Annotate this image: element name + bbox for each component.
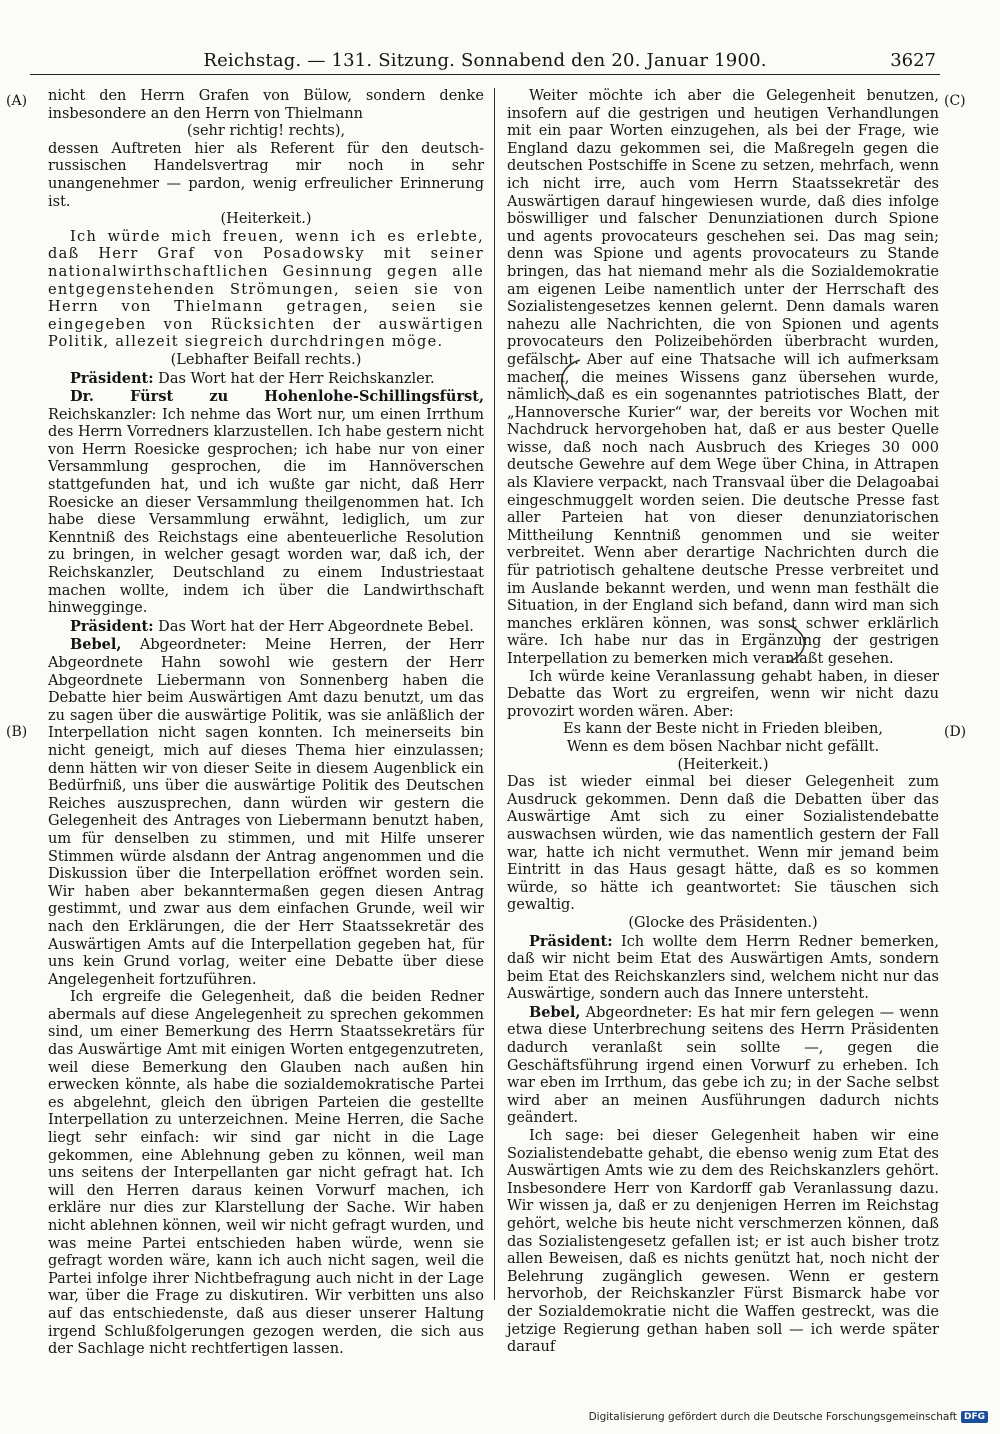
left-paragraph: [48, 229, 484, 352]
right-paragraph: [507, 88, 939, 669]
paragraph-text: (Glocke des Präsidenten.): [628, 914, 818, 931]
speaker-label: Präsident:: [70, 617, 154, 635]
paragraph-text: (sehr richtig! rechts),: [186, 123, 346, 140]
left-paragraph: [48, 370, 484, 389]
page-title: Reichstag. — 131. Sitzung. Sonnabend den 20. Januar 1900.: [203, 50, 767, 71]
left-paragraph: [48, 989, 484, 1358]
right-paragraph: [507, 739, 939, 757]
left-paragraph: [48, 388, 484, 618]
right-paragraph: [507, 774, 939, 915]
left-paragraph: [48, 211, 484, 229]
right-paragraph: [507, 1128, 939, 1357]
speaker-label: Dr. Fürst zu Hohenlohe-Schillingsfürst,: [70, 388, 484, 406]
paragraph-text: (Heiterkeit.): [220, 211, 312, 228]
left-paragraph: [48, 88, 484, 123]
speaker-label: Bebel,: [529, 1003, 581, 1021]
left-paragraph: [48, 352, 484, 370]
right-paragraph: [507, 721, 939, 739]
paragraph-text: Ich würde mich freuen, wenn ich es erlebte, daß Herr Graf von Posadowsky mit seiner nationalwirthschaftlichen Gesinnung gegen alle entgegenstehenden Strömungen, seien sie von Herrn von Thielmann getragen, seien sie eingegeben von Rücksichten der auswärtigen Politik, allezeit siegreich durchdringen möge.: [48, 228, 484, 351]
paragraph-text: nicht den Herrn Grafen von Bülow, sondern denke insbesondere an den Herrn von Thielmann: [48, 88, 484, 122]
speaker-label: Bebel,: [70, 636, 122, 654]
left-column: [48, 88, 484, 1359]
page-number: 3627: [890, 50, 936, 71]
right-paragraph: [507, 915, 939, 933]
margin-marker-c: (C): [944, 93, 966, 109]
paragraph-text: Abgeordneter: Es hat mir fern gelegen — wenn etwa diese Unterbrechung seitens des Herrn Präsidenten dadurch veranlaßt sein sollte —, gegen die Geschäftsführung irgend einen Vorwurf zu erheben. Ich war eben im Irrthum, das gebe ich zu; in der Sache selbst wird aber an meinen Ausführungen dadurch nichts geändert.: [507, 1004, 939, 1127]
paragraph-text: Das Wort hat der Herr Abgeordnete Bebel.: [153, 618, 474, 635]
paragraph-text: Ich wollte dem Herrn Redner bemerken, daß wir nicht beim Etat des Auswärtigen Amts, sondern beim Etat des Reichskanzlers sind, welchem nicht nur das Auswärtige, sondern auch das Innere untersteht.: [507, 933, 939, 1003]
paragraph-text: Das Wort hat der Herr Reichskanzler.: [153, 370, 435, 387]
digitization-credit: [589, 1411, 988, 1423]
speaker-label: Präsident:: [529, 932, 613, 950]
paragraph-text: Ich würde keine Veranlassung gehabt haben, in dieser Debatte das Wort zu ergreifen, wenn wir nicht dazu provozirt worden wären. Aber:: [507, 668, 939, 720]
dfg-logo: DFG: [961, 1411, 988, 1423]
paragraph-text: Weiter möchte ich aber die Gelegenheit benutzen, insofern auf die gestrigen und heutigen Verhandlungen mit ein paar Worten einzugehen, als bei der Frage, wie England dazu gekommen sei, die Maßregeln gegen die deutschen Postschiffe in Scene zu setzen, mehrfach, wenn ich nicht irre, auch vom Herrn Staatssekretär des Auswärtigen darauf hingewiesen wurde, daß dies infolge böswilliger und falscher Denunziationen durch Spione und agents provocateurs geschehen sei. Das mag sein; denn was Spione und agents provocateurs zu Stande bringen, das hat niemand mehr als die Sozialdemokratie am eigenen Leibe namentlich unter der Herrschaft des Sozialistengesetzes kennen gelernt. Denn damals waren nahezu alle Nachrichten, die von Spionen und agents provocateurs den Polizeibehörden überbracht wurden, gefälscht. Aber auf eine Thatsache will ich aufmerksam machen, die meines Wissens ganz übersehen wurde, nämlich, daß es ein sogenanntes patriotisches Blatt, der „Hannoversche Kurier“ war, der bereits vor Wochen mit Nachdruck hervorgehoben hat, daß er aus bester Quelle wisse, daß noch nach Ausbruch des Krieges 30 000 deutsche Gewehre auf dem Wege über China, in Attrapen als Klaviere verpackt, nach Transvaal über die Delagoabai eingeschmuggelt worden seien. Die deutsche Presse fast aller Parteien hat von dieser denunziatorischen Mittheilung Kenntniß genommen und sie weiter verbreitet. Wenn aber derartige Nachrichten durch die für patriotisch gehaltene deutsche Presse verbreitet und im Auslande bekannt werden, und wenn man festhält die Situation, in der England sich befand, dann wird man sich manches erklären können, was sonst schwer erklärlich wäre. Ich habe nur das in Ergänzung der gestrigen Interpellation zu bemerken mich veranlaßt gesehen.: [507, 88, 939, 667]
right-paragraph: [507, 757, 939, 775]
column-divider: [494, 88, 495, 1300]
left-paragraph: [48, 636, 484, 989]
paragraph-text: (Lebhafter Beifall rechts.): [170, 351, 362, 368]
right-paragraph: [507, 933, 939, 1004]
margin-marker-b: (B): [6, 724, 28, 740]
paragraph-text: dessen Auftreten hier als Referent für den deutsch-russischen Handelsvertrag mir noch in sehr unangenehmer — pardon, wenig erfreulicher Erinnerung ist.: [48, 140, 484, 210]
margin-marker-a: (A): [6, 93, 28, 109]
left-paragraph: [48, 123, 484, 141]
paragraph-text: Das ist wieder einmal bei dieser Gelegenheit zum Ausdruck gekommen. Denn daß die Debatten über das Auswärtige Amt sich zu einer Sozialistendebatte auswachsen würden, wie das namentlich gestern der Fall war, hatte ich nicht vermuthet. Wenn mir jemand beim Eintritt in das Haus gesagt hätte, daß es so kommen würde, so hätte ich geantwortet: Sie täuschen sich gewaltig.: [507, 774, 939, 914]
paragraph-text: Ich ergreife die Gelegenheit, daß die beiden Redner abermals auf diese Angelegenheit zu sprechen gekommen sind, um einer Bemerkung des Herrn Staatssekretärs für das Auswärtige Amt mit einigen Worten entgegenzutreten, weil diese Bemerkung den Glauben nach außen hin erwecken könnte, als habe die sozialdemokratische Partei es abgelehnt, gleich den übrigen Parteien die gestellte Interpellation zu unterzeichnen. Meine Herren, die Sache liegt sehr einfach: wir sind gar nicht in die Lage gekommen, eine Ablehnung geben zu können, weil man uns seitens der Interpellanten gar nicht gefragt hat. Ich will den Herren daraus keinen Vorwurf machen, ich erkläre nur dies zur Klarstellung der Sache. Wir haben nicht ablehnen können, weil wir nicht gefragt wurden, und was meine Partei entschieden haben würde, wenn sie gefragt worden wäre, kann ich auch nicht sagen, weil die Partei infolge ihrer Nichtbefragung auch nicht in der Lage war, über die Frage zu diskutiren. Wir verbitten uns also auf das entschiedenste, daß aus dieser unserer Haltung irgend Schlußfolgerungen gezogen werden, die sich aus der Sachlage nicht rechtfertigen lassen.: [48, 989, 484, 1358]
paragraph-text: Abgeordneter: Meine Herren, der Herr Abgeordnete Hahn sowohl wie gestern der Herr Abgeordnete Liebermann von Sonnenberg haben die Debatte hier beim Auswärtigen Amt dazu benutzt, um das zu sagen über die auswärtige Politik, was sie anläßlich der Interpellation nicht sagen konnten. Ich meinerseits bin nicht geneigt, mich auf dieses Thema hier einzulassen; denn hätten wir von dieser Seite in diesem Augenblick ein Bedürfniß, uns über die auswärtige Politik des Deutschen Reiches auszusprechen, dann würden wir gestern die Gelegenheit des Antrages von Liebermann benutzt haben, um für denselben zu stimmen, und mit Hilfe unserer Stimmen würde alsdann der Antrag angenommen und die Diskussion über die Interpellation eröffnet worden sein. Wir haben aber bekanntermaßen gegen diesen Antrag gestimmt, und zwar aus dem einfachen Grunde, weil wir nach den Erklärungen, die der Herr Staatssekretär des Auswärtigen Amts auf die Interpellation gegeben hat, für uns kein Grund vorlag, weiter eine Debatte über diese Angelegenheit fortzuführen.: [48, 637, 484, 988]
paragraph-text: (Heiterkeit.): [677, 756, 769, 773]
right-paragraph: [507, 669, 939, 722]
right-paragraph: [507, 1004, 939, 1128]
page-header: [30, 48, 940, 75]
right-column: [507, 88, 939, 1357]
paragraph-text: Ich sage: bei dieser Gelegenheit haben wir eine Sozialistendebatte gehabt, die ebenso wenig zum Etat des Auswärtigen Amts wie zu dem des Reichskanzlers gehört. Insbesondere Herr von Kardorff gab Veranlassung dazu. Wir wissen ja, daß er zu denjenigen Herren im Reichstag gehört, welche bis heute nicht verschmerzen können, daß das Sozialistengesetz gefallen ist; er ist auch bisher trotz allen Beweisen, daß es nichts genützt hat, noch nicht der Belehrung zugänglich gewesen. Wenn er gestern hervorhob, der Reichskanzler Fürst Bismarck habe vor der Sozialdemokratie nicht die Waffen gestreckt, was die jetzige Regierung gethan haben soll — ich werde später darauf: [507, 1128, 939, 1356]
left-paragraph: [48, 618, 484, 637]
speaker-label: Präsident:: [70, 369, 154, 387]
left-paragraph: [48, 141, 484, 211]
paragraph-text: Wenn es dem bösen Nachbar nicht gefällt.: [566, 738, 880, 755]
paragraph-text: Es kann der Beste nicht in Frieden bleiben,: [563, 721, 883, 738]
credit-text: Digitalisierung gefördert durch die Deutsche Forschungsgemeinschaft: [588, 1411, 957, 1423]
margin-marker-d: (D): [944, 724, 967, 740]
paragraph-text: Reichskanzler: Ich nehme das Wort nur, um einen Irrthum des Herrn Vorredners klarzustellen. Ich habe gestern nicht von Herrn Roesicke gesprochen; ich habe nur von einer Versammlung gesprochen, die im Hannöverschen stattgefunden hat, und ich wußte gar nicht, daß Herr Roesicke an dieser Versammlung theilgenommen hat. Ich habe diese Versammlung erwähnt, lediglich, um zur Kenntniß des Reichstags eine abenteuerliche Resolution zu bringen, in welcher gesagt worden war, daß ich, der Reichskanzler, Deutschland zu einem Industriestaat machen wollte, indem ich über die Landwirthschaft hinwegginge.: [48, 406, 484, 617]
